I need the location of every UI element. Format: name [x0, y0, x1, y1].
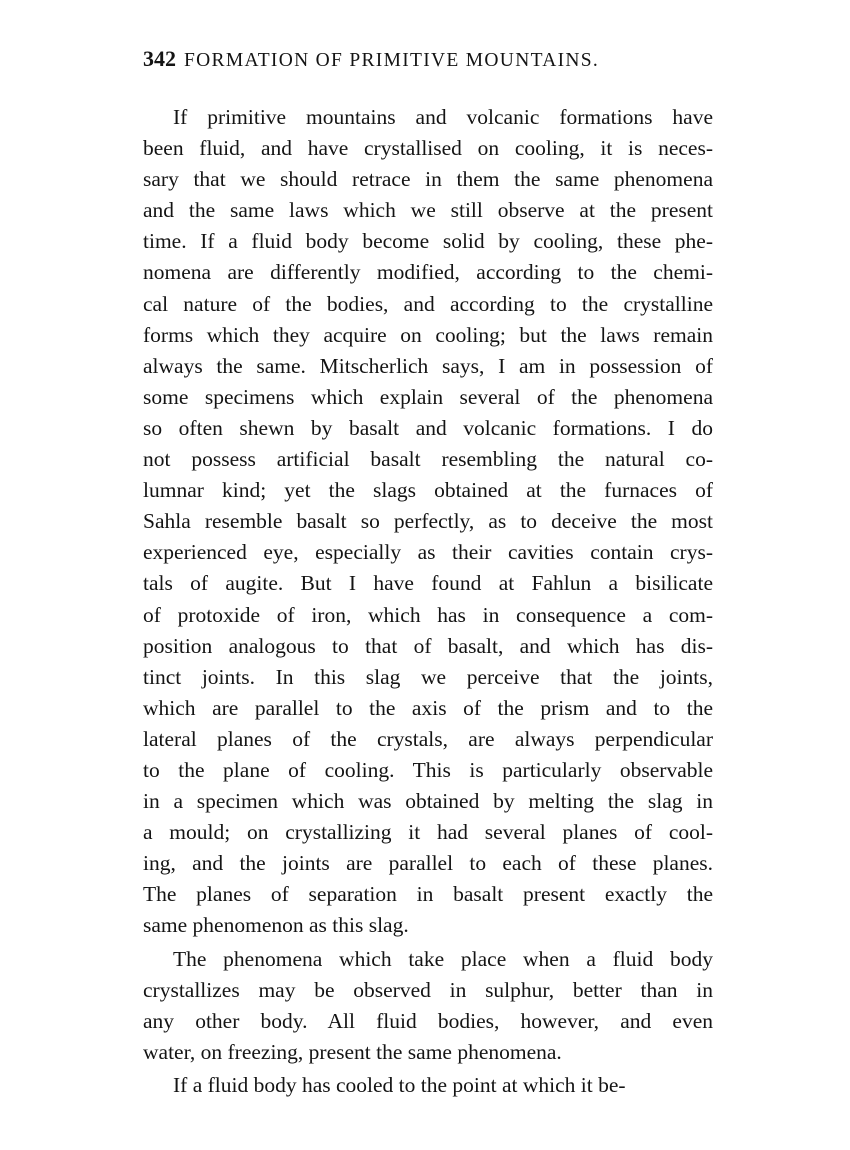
text-line: tinct joints. In this slag we perceive that the joints, — [143, 664, 713, 689]
body-text — [143, 102, 713, 1101]
text-line: If a fluid body has cooled to the point at which it be- — [173, 1072, 626, 1097]
running-head-title: FORMATION OF PRIMITIVE MOUNTAINS. — [184, 50, 600, 71]
text-line: lateral planes of the crystals, are always perpendicular — [143, 726, 713, 751]
text-line: any other body. All fluid bodies, however, and even — [143, 1008, 713, 1033]
text-line: in a specimen which was obtained by melting the slag in — [143, 789, 713, 814]
text-line: same phenomenon as this slag. — [143, 913, 409, 938]
text-line: nomena are differently modified, according to the chemi- — [143, 260, 713, 285]
text-line: lumnar kind; yet the slags obtained at the furnaces of — [143, 478, 713, 503]
paragraph — [143, 102, 713, 942]
text-line: experienced eye, especially as their cavities contain crys- — [143, 540, 713, 565]
running-head — [143, 46, 713, 72]
text-line: If primitive mountains and volcanic formations have — [173, 105, 713, 129]
paragraph — [143, 944, 713, 1068]
text-line: time. If a fluid body become solid by cooling, these phe- — [143, 229, 713, 254]
text-line: crystallizes may be observed in sulphur, better than in — [143, 977, 713, 1002]
text-line: which are parallel to the axis of the prism and to the — [143, 695, 713, 720]
text-line: not possess artificial basalt resembling the natural co- — [143, 447, 713, 472]
text-line: water, on freezing, present the same phenomena. — [143, 1039, 562, 1064]
text-line: so often shewn by basalt and volcanic formations. I do — [143, 415, 713, 440]
text-line: some specimens which explain several of the phenomena — [143, 384, 713, 409]
text-line: forms which they acquire on cooling; but the laws remain — [143, 322, 713, 347]
text-line: sary that we should retrace in them the same phenomena — [143, 167, 713, 192]
text-line: and the same laws which we still observe at the present — [143, 198, 713, 223]
text-line: a mould; on crystallizing it had several planes of cool- — [143, 820, 713, 845]
text-line: of protoxide of iron, which has in consequence a com- — [143, 602, 713, 627]
text-line: cal nature of the bodies, and according to the crystalline — [143, 291, 713, 316]
text-line: Sahla resemble basalt so perfectly, as to deceive the most — [143, 509, 713, 534]
text-line: to the plane of cooling. This is particularly observable — [143, 757, 713, 782]
text-line: The planes of separation in basalt present exactly the — [143, 882, 713, 907]
text-line: position analogous to that of basalt, and which has dis- — [143, 633, 713, 658]
text-line: The phenomena which take place when a fluid body — [173, 946, 713, 971]
text-line: ing, and the joints are parallel to each of these planes. — [143, 851, 713, 876]
paragraph — [143, 1070, 713, 1101]
text-line: always the same. Mitscherlich says, I am in possession of — [143, 353, 713, 378]
page-number: 342 — [143, 46, 176, 71]
text-line: been fluid, and have crystallised on cooling, it is neces- — [143, 136, 713, 161]
text-line: tals of augite. But I have found at Fahlun a bisilicate — [143, 571, 713, 596]
